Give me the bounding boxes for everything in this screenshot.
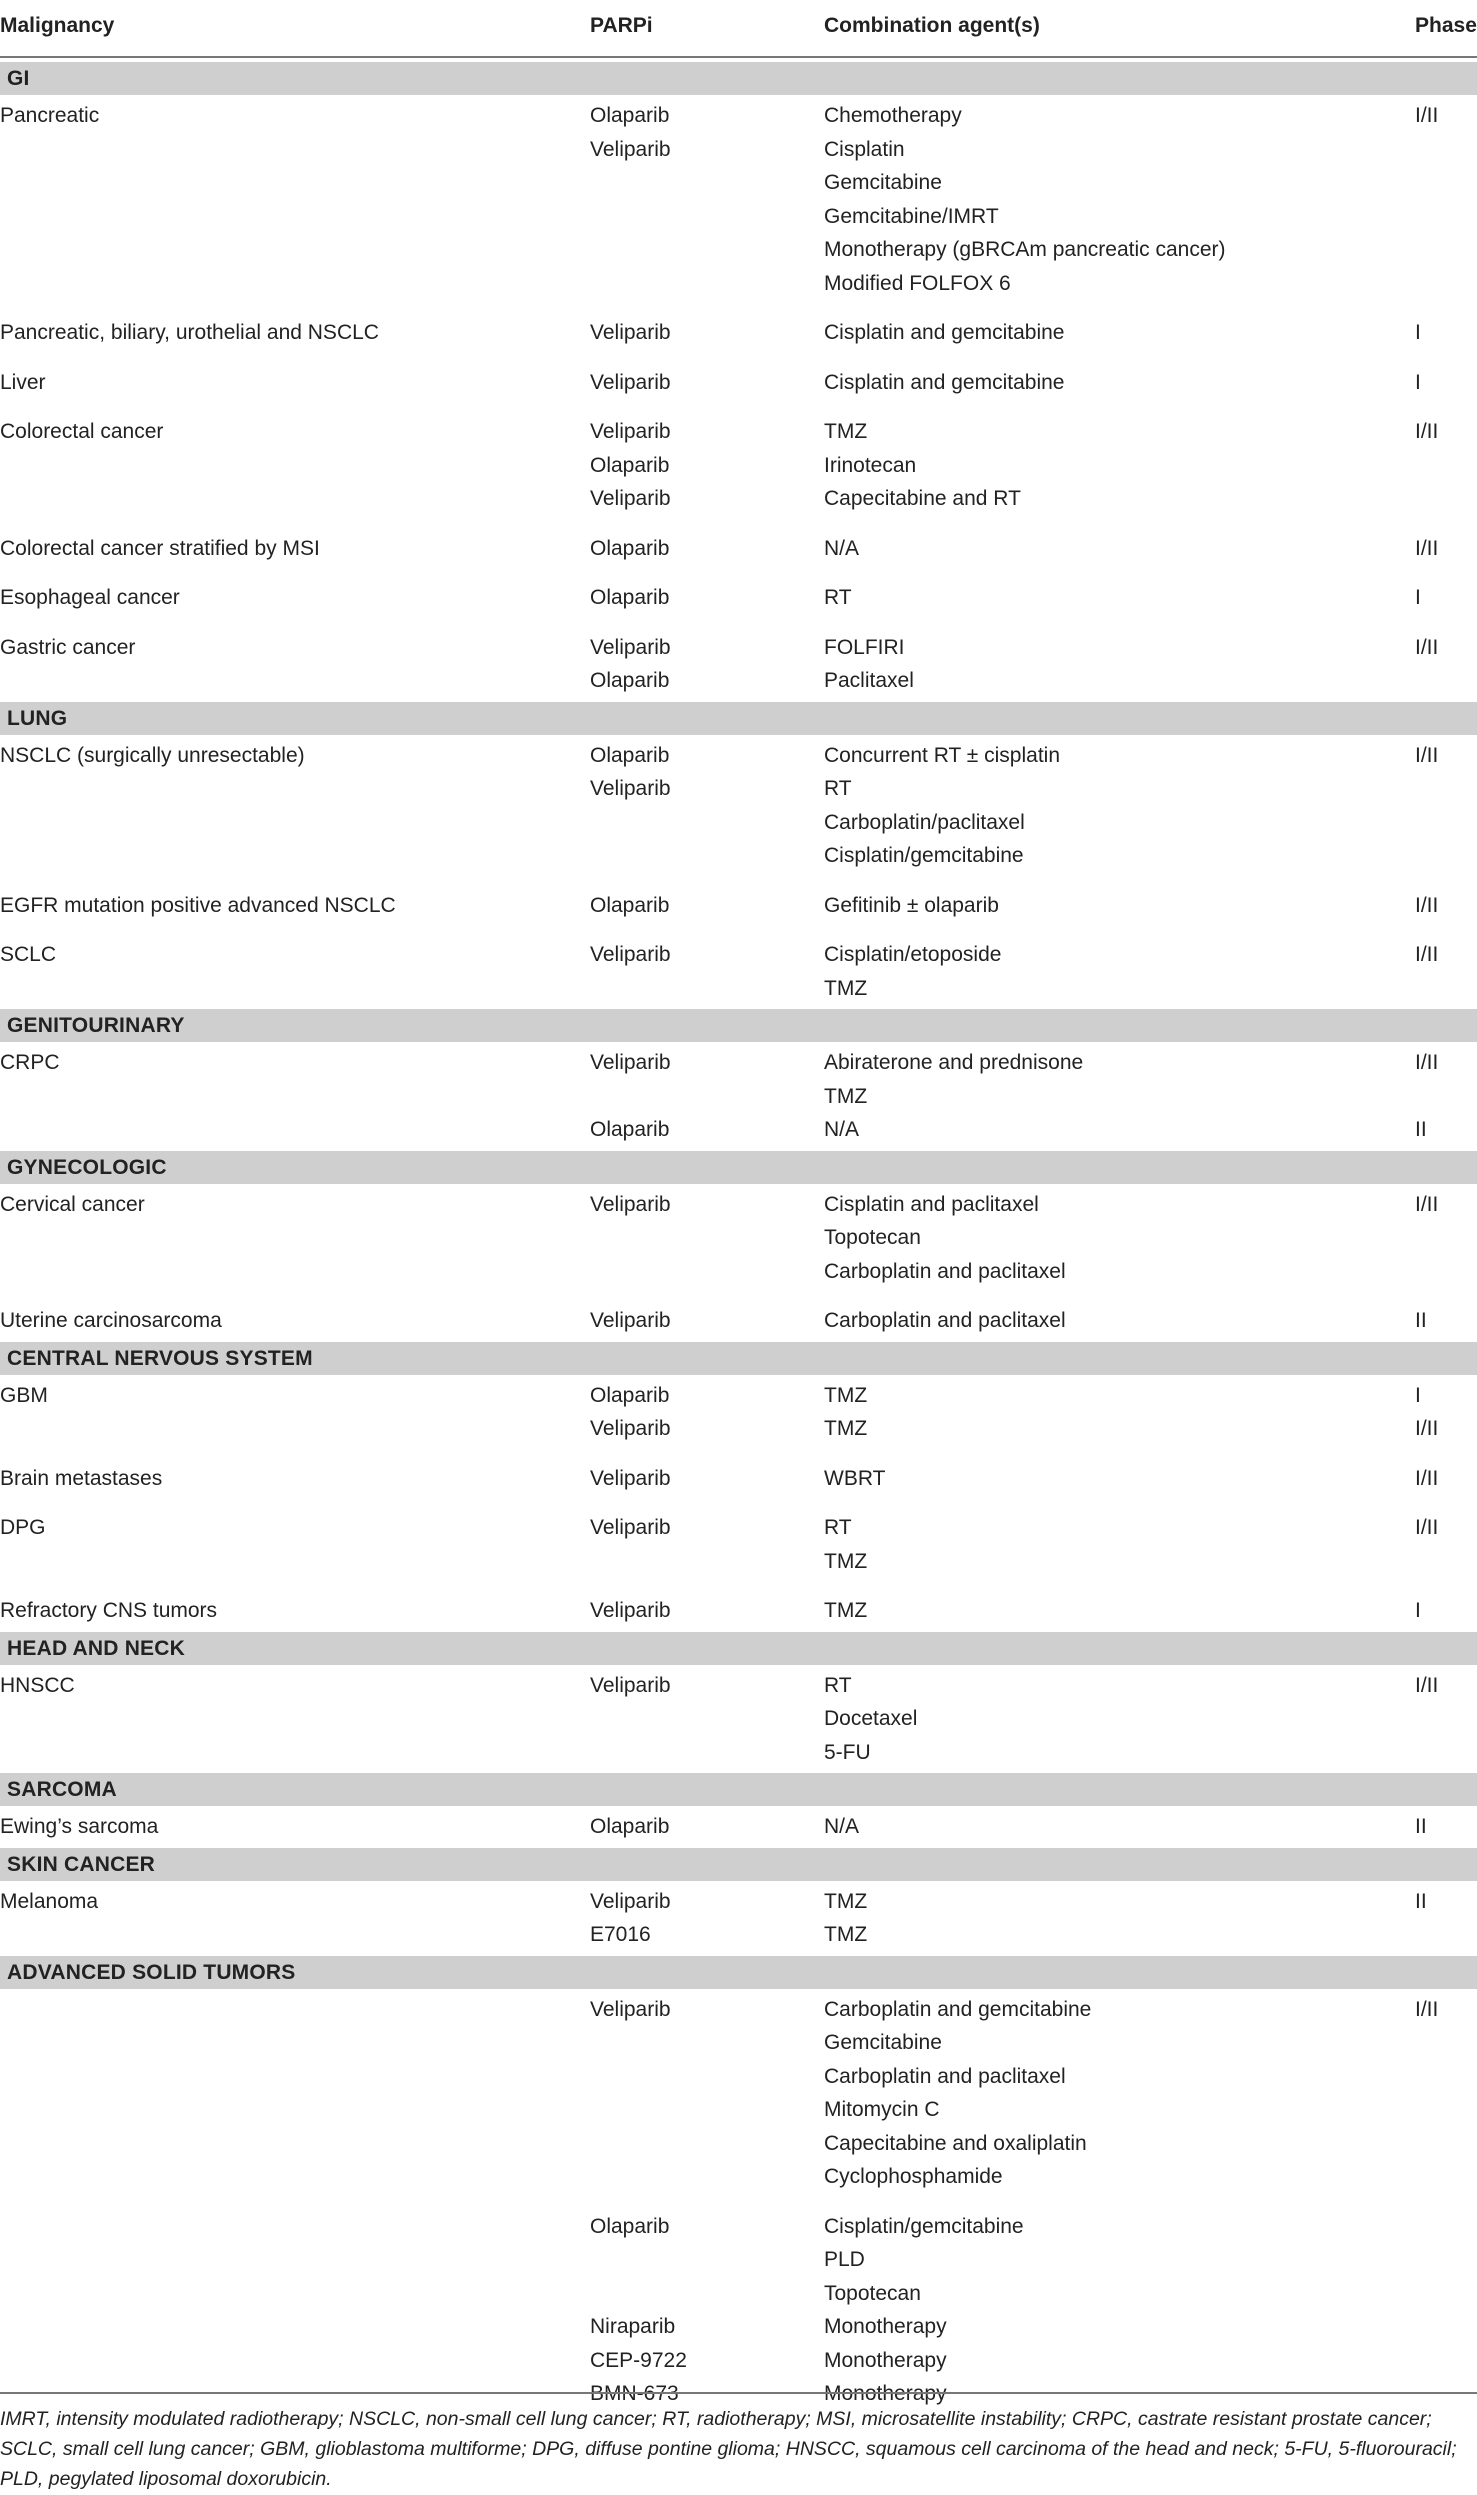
parpi-cell-line xyxy=(590,2243,687,2277)
table-row xyxy=(0,1046,1477,1147)
combination-cell-line: Concurrent RT ± cisplatin xyxy=(824,743,1061,767)
parpi-cell-line: Veliparib xyxy=(590,321,671,344)
combination-cell-line: RT xyxy=(824,586,852,609)
parpi-cell-line: Veliparib xyxy=(590,1516,671,1539)
table-row xyxy=(0,99,1477,300)
parpi-cell xyxy=(590,1379,671,1446)
parpi-cell xyxy=(590,532,669,566)
section-header xyxy=(0,1956,1477,1989)
phase-cell-line: I/II xyxy=(1415,536,1439,560)
table-row xyxy=(0,1594,1477,1628)
table-row xyxy=(0,631,1477,698)
section-title: GENITOURINARY xyxy=(7,1014,185,1037)
phase-cell-line: I/II xyxy=(1415,943,1439,966)
malignancy-cell-line: EGFR mutation positive advanced NSCLC xyxy=(0,893,396,917)
combination-cell-line: TMZ xyxy=(824,1889,868,1913)
section-title: GYNECOLOGIC xyxy=(7,1155,167,1179)
malignancy-cell-line: Pancreatic, biliary, urothelial and NSCLC xyxy=(0,321,379,344)
malignancy-cell-line: GBM xyxy=(0,1383,48,1407)
table-row xyxy=(0,938,1477,1005)
combination-cell-line: TMZ xyxy=(824,420,868,443)
combination-cell-line: Monotherapy xyxy=(824,2382,947,2405)
table-row xyxy=(0,1379,1477,1446)
combination-cell-line: Carboplatin and paclitaxel xyxy=(824,1259,1066,1283)
table-row xyxy=(0,1462,1477,1496)
combination-cell-line: Gemcitabine xyxy=(824,2031,942,2054)
phase-cell-line: I/II xyxy=(1415,893,1439,917)
combination-cell-line: WBRT xyxy=(824,1466,886,1490)
phase-cell-line xyxy=(1415,1080,1438,1114)
phase-cell-line: I/II xyxy=(1415,104,1439,127)
combination-cell-line: Gemcitabine/IMRT xyxy=(824,204,999,228)
section-header xyxy=(0,1151,1477,1184)
malignancy-cell xyxy=(0,1462,162,1496)
combination-cell-line: Carboplatin and paclitaxel xyxy=(824,2064,1066,2088)
parpi-cell-line: Veliparib xyxy=(590,1599,671,1622)
phase-cell xyxy=(1415,1669,1438,1703)
combination-cell xyxy=(824,316,1064,350)
phase-cell xyxy=(1415,316,1421,350)
combination-cell-line: Monotherapy (gBRCAm pancreatic cancer) xyxy=(824,238,1226,261)
malignancy-cell xyxy=(0,889,396,923)
phase-cell xyxy=(1415,1993,1438,2027)
parpi-cell xyxy=(590,631,671,698)
parpi-cell xyxy=(590,366,671,400)
combination-cell-line: N/A xyxy=(824,536,860,560)
parpi-cell-line: Veliparib xyxy=(590,370,671,394)
phase-cell-line: I/II xyxy=(1415,743,1439,767)
combination-cell-line: Capecitabine and oxaliplatin xyxy=(824,2131,1087,2155)
table-row xyxy=(0,581,1477,615)
table-row xyxy=(0,1304,1477,1338)
parpi-cell xyxy=(590,1511,671,1545)
malignancy-cell-line: DPG xyxy=(0,1516,46,1539)
section-header xyxy=(0,1632,1477,1665)
combination-cell-line: TMZ xyxy=(824,1417,868,1440)
phase-cell xyxy=(1415,1188,1438,1222)
combination-cell-line: Gemcitabine xyxy=(824,171,942,194)
phase-cell-line: II xyxy=(1415,1889,1427,1913)
combination-cell-line: Carboplatin/paclitaxel xyxy=(824,810,1025,834)
table-row xyxy=(0,1885,1477,1952)
malignancy-cell xyxy=(0,1594,217,1628)
malignancy-cell xyxy=(0,1810,158,1844)
table-row xyxy=(0,1810,1477,1844)
section-title: ADVANCED SOLID TUMORS xyxy=(7,1960,296,1984)
malignancy-cell-line: Uterine carcinosarcoma xyxy=(0,1309,222,1332)
combination-cell xyxy=(824,631,914,698)
parpi-cell xyxy=(590,938,671,972)
phase-cell xyxy=(1415,1046,1438,1147)
malignancy-cell xyxy=(0,1885,98,1919)
header-combination: Combination agent(s) xyxy=(824,14,1040,37)
parpi-cell-line: Veliparib xyxy=(590,1417,671,1440)
combination-cell-line: Irinotecan xyxy=(824,453,917,477)
malignancy-cell xyxy=(0,1046,60,1080)
phase-cell-line: I/II xyxy=(1415,635,1439,659)
combination-cell xyxy=(824,1993,1091,2194)
combination-cell xyxy=(824,1188,1066,1289)
header-phase: Phase xyxy=(1415,14,1477,37)
combination-cell xyxy=(824,99,1226,300)
combination-cell-line: TMZ xyxy=(824,1383,868,1407)
section-title: CENTRAL NERVOUS SYSTEM xyxy=(7,1346,313,1370)
combination-cell-line: TMZ xyxy=(824,1084,868,1108)
parpi-cell-line: Veliparib xyxy=(590,420,671,443)
malignancy-cell xyxy=(0,1188,145,1222)
phase-cell-line: I/II xyxy=(1415,1466,1439,1490)
section-header xyxy=(0,702,1477,735)
combination-cell xyxy=(824,1379,867,1446)
malignancy-cell-line: Esophageal cancer xyxy=(0,586,180,609)
combination-cell xyxy=(824,532,859,566)
combination-cell-line: TMZ xyxy=(824,1549,868,1573)
combination-cell-line: RT xyxy=(824,777,852,800)
malignancy-cell xyxy=(0,1379,48,1413)
malignancy-cell xyxy=(0,532,320,566)
phase-cell xyxy=(1415,1810,1427,1844)
section-title: SKIN CANCER xyxy=(7,1852,156,1876)
parpi-cell-line: BMN-673 xyxy=(590,2382,679,2405)
phase-cell xyxy=(1415,99,1438,133)
malignancy-cell xyxy=(0,581,180,615)
parpi-cell-line: Veliparib xyxy=(590,1466,671,1490)
combination-cell-line: Chemotherapy xyxy=(824,104,962,127)
combination-cell-line: Modified FOLFOX 6 xyxy=(824,271,1011,295)
phase-cell-line: II xyxy=(1415,1815,1427,1838)
parpi-cell xyxy=(590,1188,671,1222)
parpi-cell-line: Veliparib xyxy=(590,1051,671,1074)
parpi-cell xyxy=(590,99,671,166)
malignancy-cell xyxy=(0,1304,222,1338)
parpi-cell-line: Veliparib xyxy=(590,943,671,966)
malignancy-cell xyxy=(0,1511,46,1545)
section-header xyxy=(0,1009,1477,1042)
parpi-cell xyxy=(590,1669,671,1703)
parpi-cell-line: Veliparib xyxy=(590,487,671,510)
table-row xyxy=(0,1511,1477,1578)
combination-cell-line: Carboplatin and gemcitabine xyxy=(824,1997,1092,2021)
combination-cell xyxy=(824,1462,885,1496)
table-row xyxy=(0,1188,1477,1289)
malignancy-cell-line: NSCLC (surgically unresectable) xyxy=(0,743,305,767)
combination-cell-line: Topotecan xyxy=(824,2281,921,2305)
malignancy-cell xyxy=(0,938,56,972)
combination-cell xyxy=(824,1594,867,1628)
combination-cell-line: FOLFIRI xyxy=(824,635,905,659)
parpi-cell xyxy=(590,1594,671,1628)
malignancy-cell xyxy=(0,1669,75,1703)
malignancy-cell-line: Ewing’s sarcoma xyxy=(0,1815,159,1838)
combination-cell-line: TMZ xyxy=(824,1923,868,1946)
malignancy-cell xyxy=(0,316,379,350)
phase-cell xyxy=(1415,581,1421,615)
phase-cell-line: I/II xyxy=(1415,1673,1439,1697)
combination-cell-line: Abiraterone and prednisone xyxy=(824,1051,1084,1074)
table-row xyxy=(0,889,1477,923)
parpi-cell-line xyxy=(590,2277,687,2311)
malignancy-cell xyxy=(0,415,163,449)
combination-cell xyxy=(824,1046,1083,1147)
phase-cell-line: I xyxy=(1415,586,1421,609)
combination-cell xyxy=(824,1304,1066,1338)
parpi-cell-line: Veliparib xyxy=(590,777,671,800)
parpi-cell-line xyxy=(590,1080,671,1114)
phase-cell-line: I/II xyxy=(1415,1417,1439,1440)
section-title: GI xyxy=(7,67,30,90)
malignancy-cell-line: SCLC xyxy=(0,943,57,966)
parpi-cell-line: CEP-9722 xyxy=(590,2348,687,2372)
parpi-cell-line: Veliparib xyxy=(590,1889,671,1913)
table-row xyxy=(0,415,1477,516)
malignancy-cell-line: Pancreatic xyxy=(0,104,100,127)
malignancy-cell xyxy=(0,739,305,773)
combination-cell xyxy=(824,739,1060,873)
section-title: LUNG xyxy=(7,706,68,730)
combination-cell-line: Monotherapy xyxy=(824,2315,947,2338)
phase-cell-line: II xyxy=(1415,1309,1427,1332)
combination-cell xyxy=(824,2210,1024,2411)
combination-cell-line: Paclitaxel xyxy=(824,669,914,692)
combination-cell-line: PLD xyxy=(824,2248,865,2271)
phase-cell-line: I xyxy=(1415,1383,1421,1407)
parpi-cell-line: Olaparib xyxy=(590,536,670,560)
malignancy-cell-line: Refractory CNS tumors xyxy=(0,1599,218,1622)
parpi-cell-line: Olaparib xyxy=(590,586,670,609)
parpi-cell xyxy=(590,1993,671,2027)
table-row xyxy=(0,366,1477,400)
combination-cell-line: Cyclophosphamide xyxy=(824,2165,1003,2188)
combination-cell-line: 5-FU xyxy=(824,1740,871,1764)
malignancy-cell-line: Cervical cancer xyxy=(0,1192,145,1216)
combination-cell-line: Cisplatin and gemcitabine xyxy=(824,321,1065,344)
combination-cell-line: Carboplatin and paclitaxel xyxy=(824,1309,1066,1332)
phase-cell-line: II xyxy=(1415,1118,1427,1141)
parpi-cell xyxy=(590,889,669,923)
phase-cell xyxy=(1415,1511,1438,1545)
parpi-cell xyxy=(590,739,671,806)
combination-cell-line: TMZ xyxy=(824,1599,868,1622)
combination-cell-line: Cisplatin/gemcitabine xyxy=(824,844,1024,867)
combination-cell-line: Cisplatin and paclitaxel xyxy=(824,1192,1039,1216)
combination-cell xyxy=(824,889,999,923)
section-title: SARCOMA xyxy=(7,1778,117,1801)
parpi-cell xyxy=(590,1462,671,1496)
malignancy-cell-line: Melanoma xyxy=(0,1889,99,1913)
phase-cell xyxy=(1415,1304,1427,1338)
parpi-cell-line: Olaparib xyxy=(590,104,670,127)
section-header xyxy=(0,62,1477,95)
parpi-cell-line: Olaparib xyxy=(590,453,670,477)
malignancy-cell-line: Colorectal cancer xyxy=(0,420,164,443)
table-footnote: IMRT, intensity modulated radiotherapy; NSCLC, non-small cell lung cancer; RT, radiotherapy; MSI, microsatellite instability; CRPC, castrate resistant prostate cancer; SCLC, small cell lung cancer; GBM, glioblastoma multiforme; DPG, diffuse pontine glioma; HNSCC, squamous cell carcinoma of the head and neck; 5-FU, 5-fluorouracil; PLD, pegylated liposomal doxorubicin. xyxy=(0,2392,1477,2494)
phase-cell xyxy=(1415,1594,1421,1628)
parpi-cell xyxy=(590,415,671,516)
parpi-cell-line: Veliparib xyxy=(590,1309,671,1332)
table-row xyxy=(0,1669,1477,1770)
section-title: HEAD AND NECK xyxy=(7,1636,185,1660)
phase-cell xyxy=(1415,1379,1438,1446)
malignancy-cell-line: Brain metastases xyxy=(0,1466,163,1490)
combination-cell-line: Monotherapy xyxy=(824,2348,947,2372)
malignancy-cell xyxy=(0,99,99,133)
parpi-cell-line: Olaparib xyxy=(590,893,670,917)
parpi-cell xyxy=(590,1046,671,1147)
parpi-cell xyxy=(590,316,671,350)
section-header xyxy=(0,1342,1477,1375)
parpi-cell-line: Olaparib xyxy=(590,743,670,767)
combination-cell xyxy=(824,1669,917,1770)
combination-cell-line: Topotecan xyxy=(824,1226,921,1249)
phase-cell xyxy=(1415,532,1438,566)
table-row xyxy=(0,1993,1477,2194)
phase-cell xyxy=(1415,1462,1438,1496)
combination-cell xyxy=(824,1511,867,1578)
malignancy-cell xyxy=(0,631,135,665)
combination-cell-line: Cisplatin and gemcitabine xyxy=(824,370,1065,394)
parpi-cell-line: Veliparib xyxy=(590,1192,671,1216)
combination-cell-line: Cisplatin/gemcitabine xyxy=(824,2214,1024,2238)
combination-cell-line: Cisplatin xyxy=(824,137,905,161)
phase-cell-line: I/II xyxy=(1415,1516,1439,1539)
phase-cell-line: I xyxy=(1415,321,1421,344)
parpi-cell xyxy=(590,1304,671,1338)
phase-cell xyxy=(1415,889,1438,923)
table-row xyxy=(0,739,1477,873)
parpi-cell-line: Olaparib xyxy=(590,669,670,692)
combination-cell xyxy=(824,1810,859,1844)
combination-cell xyxy=(824,581,852,615)
phase-cell xyxy=(1415,938,1438,972)
table-body xyxy=(0,62,1477,2411)
header-parpi: PARPi xyxy=(590,14,653,37)
section-header xyxy=(0,1848,1477,1881)
parpi-cell-line: Veliparib xyxy=(590,1673,671,1697)
phase-cell xyxy=(1415,366,1421,400)
malignancy-cell xyxy=(0,366,46,400)
table-header-row xyxy=(0,0,1477,58)
parpi-cell xyxy=(590,581,669,615)
parpi-cell-line: Veliparib xyxy=(590,137,671,161)
malignancy-cell-line: Gastric cancer xyxy=(0,635,136,659)
table-row xyxy=(0,316,1477,350)
combination-cell-line: Capecitabine and RT xyxy=(824,487,1021,510)
table-row xyxy=(0,532,1477,566)
combination-cell xyxy=(824,1885,867,1952)
combination-cell-line: Docetaxel xyxy=(824,1707,918,1730)
combination-cell-line: RT xyxy=(824,1516,852,1539)
parpi-cell xyxy=(590,2210,687,2411)
parpi-cell-line: E7016 xyxy=(590,1923,651,1946)
phase-cell-line: I xyxy=(1415,370,1421,394)
combination-cell-line: RT xyxy=(824,1673,852,1697)
phase-cell-line: I/II xyxy=(1415,1997,1439,2021)
parpi-cell xyxy=(590,1885,671,1952)
malignancy-cell-line: HNSCC xyxy=(0,1673,75,1697)
parpi-cell-line: Olaparib xyxy=(590,2214,670,2238)
phase-cell xyxy=(1415,739,1438,773)
combination-cell-line: N/A xyxy=(824,1815,860,1838)
section-header xyxy=(0,1773,1477,1806)
parpi-cell-line: Niraparib xyxy=(590,2315,676,2338)
phase-cell-line: I xyxy=(1415,1599,1421,1622)
phase-cell-line: I/II xyxy=(1415,1192,1439,1216)
parpi-cell-line: Olaparib xyxy=(590,1118,670,1141)
malignancy-cell-line: Colorectal cancer stratified by MSI xyxy=(0,536,320,560)
phase-cell xyxy=(1415,631,1438,665)
combination-cell-line: Cisplatin/etoposide xyxy=(824,943,1002,966)
combination-cell xyxy=(824,415,1021,516)
malignancy-cell-line: Liver xyxy=(0,370,46,394)
phase-cell-line: I/II xyxy=(1415,420,1439,443)
parpi-cell-line: Veliparib xyxy=(590,1997,671,2021)
parpi-cell-line: Olaparib xyxy=(590,1815,670,1838)
malignancy-cell-line: CRPC xyxy=(0,1051,60,1074)
table-row xyxy=(0,2210,1477,2411)
phase-cell-line: I/II xyxy=(1415,1051,1439,1074)
combination-cell-line: Gefitinib ± olaparib xyxy=(824,893,999,917)
phase-cell xyxy=(1415,415,1438,449)
combination-cell xyxy=(824,366,1064,400)
phase-cell xyxy=(1415,1885,1427,1919)
combination-cell xyxy=(824,938,1001,1005)
parpi-cell xyxy=(590,1810,669,1844)
parpi-cell-line: Veliparib xyxy=(590,635,671,659)
header-malignancy: Malignancy xyxy=(0,14,115,37)
parpi-cell-line: Olaparib xyxy=(590,1383,670,1407)
combination-cell-line: TMZ xyxy=(824,976,868,1000)
combination-cell-line: N/A xyxy=(824,1118,860,1141)
combination-cell-line: Mitomycin C xyxy=(824,2098,940,2121)
